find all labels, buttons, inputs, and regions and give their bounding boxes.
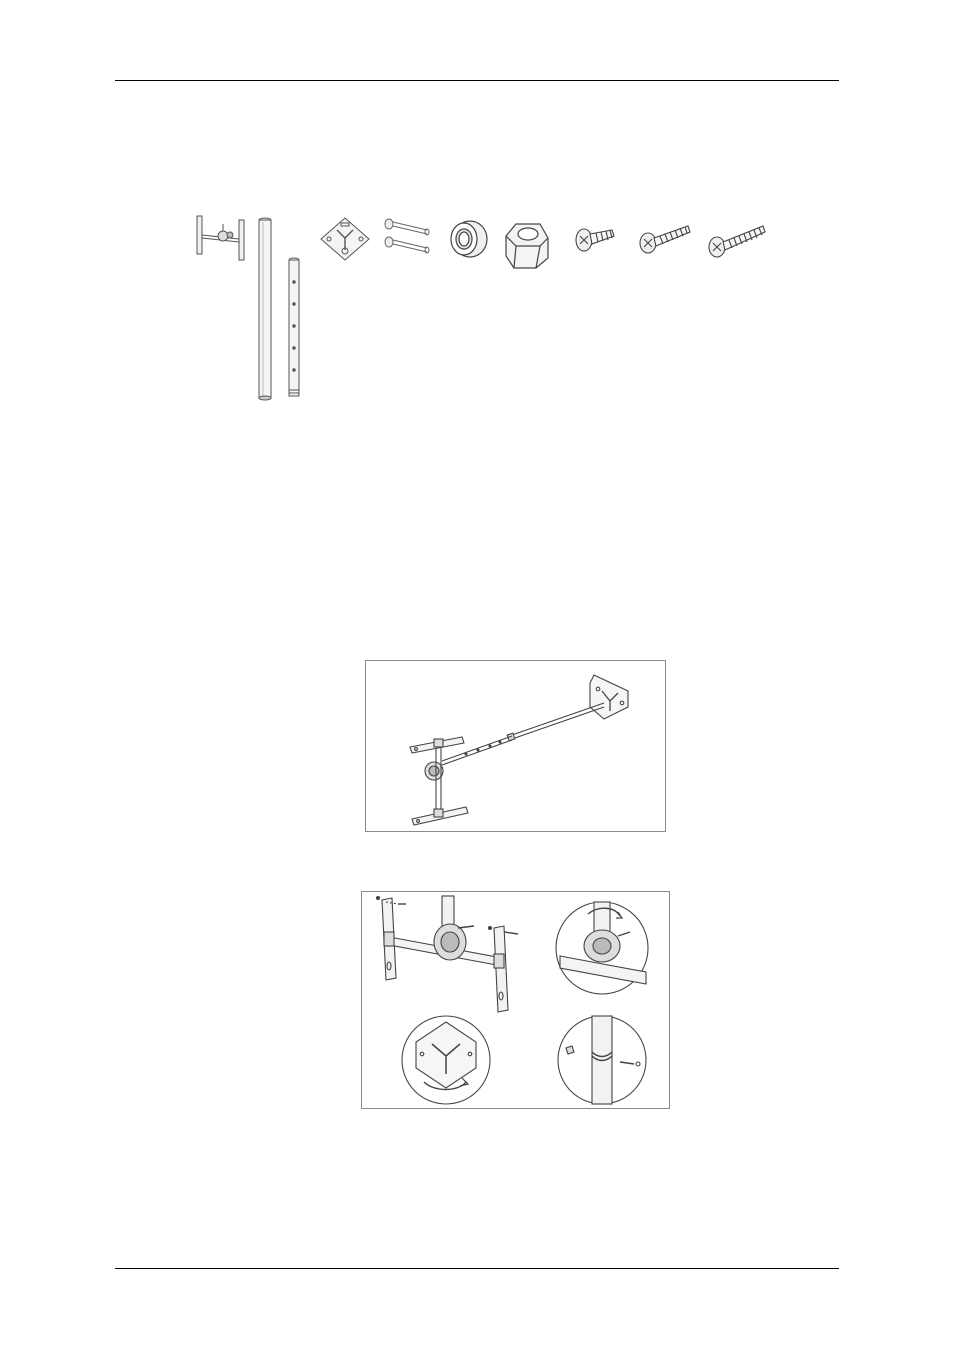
- crossbar-bracket-icon: [193, 212, 249, 264]
- assembled-mount-figure: [365, 660, 666, 832]
- long-screw-icon: [707, 221, 767, 259]
- hex-nut-icon: [504, 220, 550, 272]
- medium-screw-icon: [638, 221, 692, 255]
- footer-rule: [115, 1268, 839, 1269]
- extension-pole-icon: [287, 256, 301, 402]
- long-pole-icon: [257, 216, 273, 402]
- washer-icon: [446, 219, 490, 259]
- anchor-bolts-icon: [381, 216, 433, 260]
- ceiling-plate-icon: [319, 216, 371, 262]
- assembly-detail-figure: [361, 891, 670, 1109]
- short-screw-icon: [574, 222, 616, 254]
- header-rule: [115, 80, 839, 81]
